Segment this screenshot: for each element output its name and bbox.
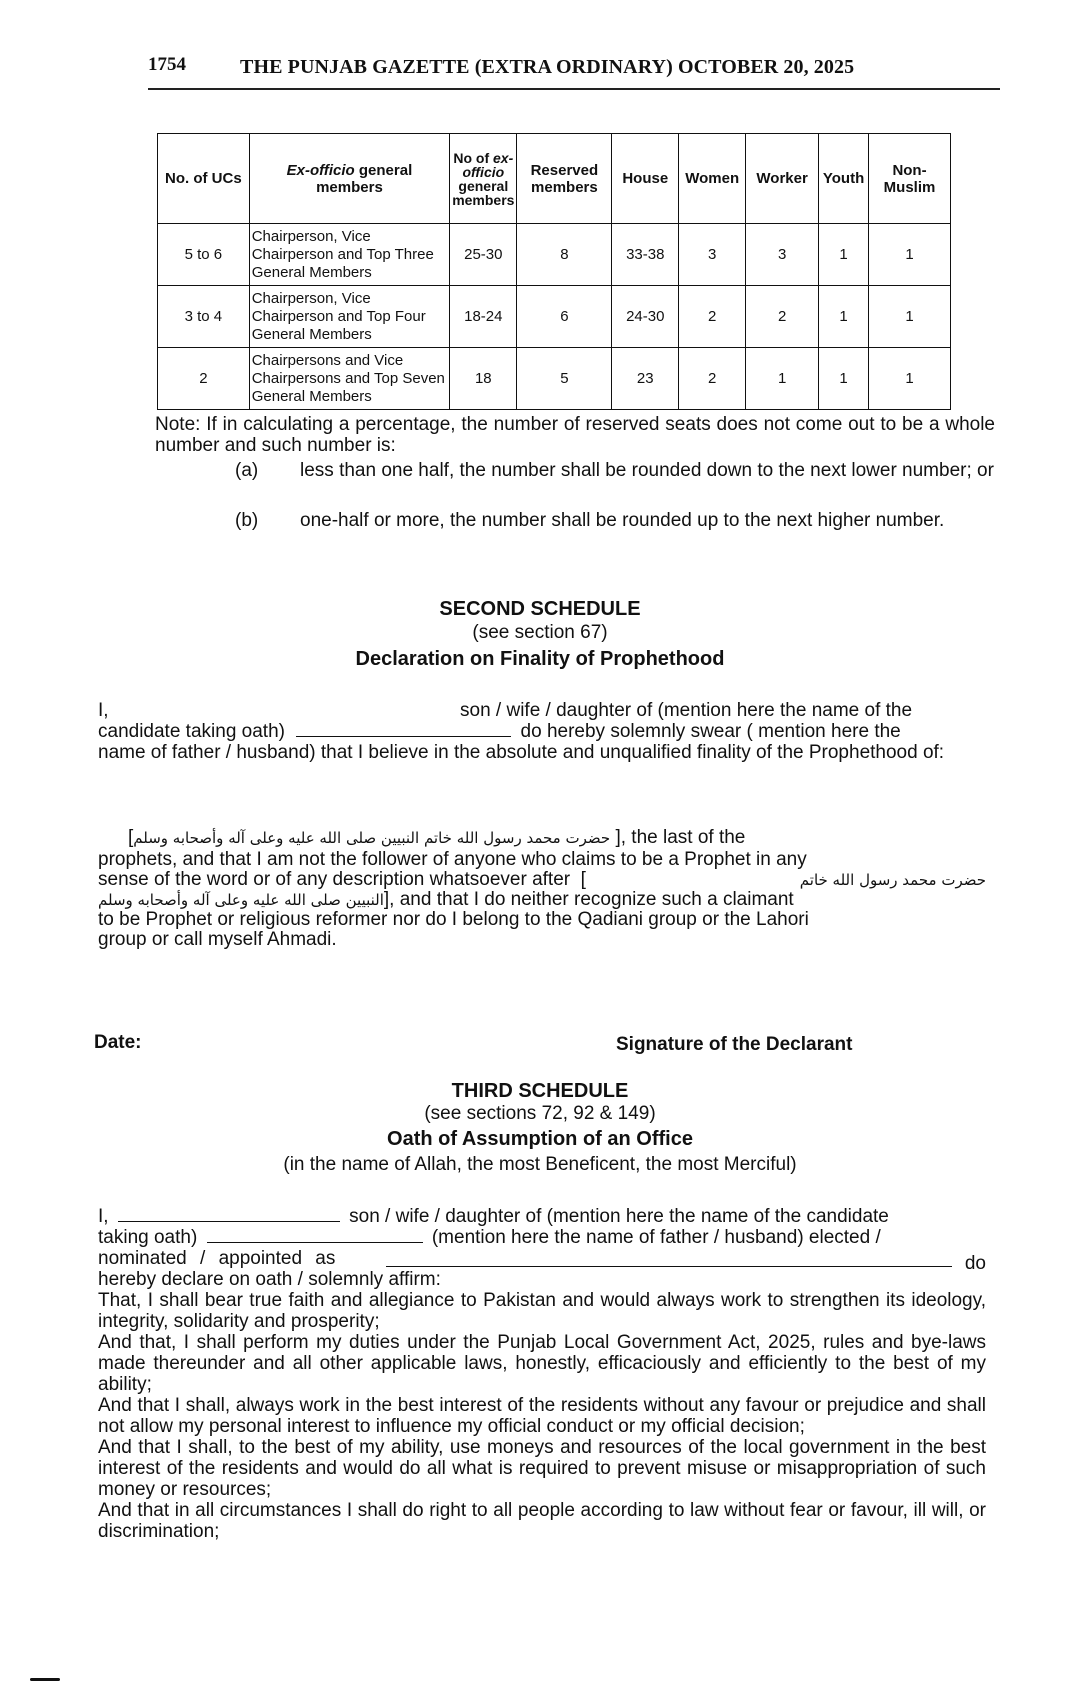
seat-allocation-table xyxy=(157,133,951,410)
finality-text-2: prophets, and that I am not the follower of anyone who claims to be a Prophet in any xyxy=(98,849,807,870)
count-italic: ex-officio xyxy=(462,149,514,180)
oath-clause: And that, I shall perform my duties under the Punjab Local Government Act, 2025, rules and bye-laws made thereunder and all other applicable laws, honestly, efficaciously and efficiently to the best of my ability; xyxy=(98,1332,986,1395)
finality-paragraph xyxy=(98,828,986,950)
table-header-row xyxy=(158,134,951,224)
cell-youth: 1 xyxy=(819,348,869,410)
cell-women: 3 xyxy=(679,224,746,286)
cell-count: 18 xyxy=(450,348,517,410)
cell-nonmuslim: 1 xyxy=(869,286,951,348)
declaration-paragraph xyxy=(98,700,986,763)
count-post: general members xyxy=(452,177,515,208)
cell-nonmuslim: 1 xyxy=(869,224,951,286)
col-header-worker: Worker xyxy=(746,134,819,224)
oath-father-name-blank[interactable] xyxy=(207,1227,423,1243)
second-schedule-title: Declaration on Finality of Prophethood xyxy=(355,648,725,670)
table-row xyxy=(158,224,951,286)
oath-line1-text: son / wife / daughter of (mention here the name of the candidate xyxy=(349,1206,889,1227)
page-number: 1754 xyxy=(148,54,186,75)
third-schedule-title: Oath of Assumption of an Office xyxy=(387,1128,693,1150)
finality-text-1: ], the last of the xyxy=(610,827,746,848)
oath-line3-label: nominated / appointed as xyxy=(98,1248,336,1269)
cell-desc: Chairpersons and Vice Chairpersons and Top Seven General Members xyxy=(249,348,449,410)
cell-youth: 1 xyxy=(819,224,869,286)
note-item-text: one-half or more, the number shall be rounded up to the next higher number. xyxy=(300,510,945,531)
signature-label: Signature of the Declarant xyxy=(616,1034,853,1055)
cell-nonmuslim: 1 xyxy=(869,348,951,410)
oath-line2-label: taking oath) xyxy=(98,1227,198,1248)
exofficio-italic: Ex-officio xyxy=(286,161,355,179)
oath-line3-do: do xyxy=(964,1253,986,1274)
third-schedule-heading: THIRD SCHEDULE xyxy=(451,1080,629,1102)
col-header-exofficio xyxy=(249,134,449,224)
arabic-honorific-part2: النبيين صلى الله عليه وعلى آله وأصحابه وسلم xyxy=(98,891,384,909)
second-schedule-reference: (see section 67) xyxy=(472,622,608,643)
oath-clause: And that I shall, to the best of my ability, use moneys and resources of the local government in the best interest of the residents and would do all what is required to prevent misuse or misappropriation of such money or resources; xyxy=(98,1437,986,1500)
cell-house: 24-30 xyxy=(612,286,679,348)
cell-count: 25-30 xyxy=(450,224,517,286)
date-label: Date: xyxy=(94,1032,142,1053)
finality-text-5: to be Prophet or religious reformer nor do I belong to the Qadiani group or the Lahori xyxy=(98,909,809,930)
third-schedule-subtitle: (in the name of Allah, the most Beneficent, the most Merciful) xyxy=(283,1154,797,1175)
oath-clause: And that I shall, always work in the best interest of the residents without any favour or prejudice and shall not allow my personal interest to influence my official conduct or my official decision; xyxy=(98,1395,986,1437)
declaration-candidate-text: candidate taking oath) xyxy=(98,721,285,742)
oath-paragraph xyxy=(98,1206,986,1542)
col-header-nonmuslim: Non-Muslim xyxy=(869,134,951,224)
cell-women: 2 xyxy=(679,348,746,410)
arabic-honorific-part1: حضرت محمد رسول الله خاتم xyxy=(799,871,986,889)
col-header-count xyxy=(450,134,517,224)
gazette-title: THE PUNJAB GAZETTE (EXTRA ORDINARY) OCTOBER 20, 2025 xyxy=(240,56,855,78)
note-item-label: (a) xyxy=(235,460,259,481)
third-schedule-reference: (see sections 72, 92 & 149) xyxy=(424,1103,656,1124)
second-schedule-heading: SECOND SCHEDULE xyxy=(439,598,641,620)
father-name-blank[interactable] xyxy=(296,721,511,737)
arabic-honorific: حضرت محمد رسول الله خاتم النبيين صلى الله عليه وعلى آله وأصحابه وسلم xyxy=(133,829,611,847)
cell-ucs: 2 xyxy=(158,348,250,410)
candidate-name-blank[interactable] xyxy=(118,1206,340,1222)
scan-mark xyxy=(30,1678,60,1681)
exofficio-rest: general members xyxy=(316,161,413,196)
oath-clause: That, I shall bear true faith and allegiance to Pakistan and would always work to strengthen its ideology, integrity, solidarity and prosperity; xyxy=(98,1290,986,1332)
office-blank[interactable] xyxy=(386,1251,952,1267)
declaration-relation-text: son / wife / daughter of (mention here the name of the xyxy=(460,700,913,721)
finality-text-3: sense of the word or of any description whatsoever after [ xyxy=(98,869,586,890)
cell-worker: 2 xyxy=(746,286,819,348)
cell-women: 2 xyxy=(679,286,746,348)
note-intro: Note: If in calculating a percentage, the number of reserved seats does not come out to be a whole number and such number is: xyxy=(155,414,995,456)
cell-desc: Chairperson, Vice Chairperson and Top Three General Members xyxy=(249,224,449,286)
rounding-note xyxy=(155,414,995,531)
cell-youth: 1 xyxy=(819,286,869,348)
gazette-header xyxy=(148,50,1000,90)
table-row xyxy=(158,348,951,410)
cell-house: 33-38 xyxy=(612,224,679,286)
cell-count: 18-24 xyxy=(450,286,517,348)
note-item-text: less than one half, the number shall be rounded down to the next lower number; or xyxy=(300,460,994,481)
note-item-label: (b) xyxy=(235,510,259,531)
col-header-women: Women xyxy=(679,134,746,224)
oath-line2-text: (mention here the name of father / husband) elected / xyxy=(431,1227,881,1248)
finality-text-4: ], and that I do neither recognize such a claimant xyxy=(383,889,794,910)
cell-reserved: 6 xyxy=(517,286,612,348)
cell-worker: 3 xyxy=(746,224,819,286)
oath-line4: hereby declare on oath / solemnly affirm: xyxy=(98,1269,441,1290)
cell-reserved: 5 xyxy=(517,348,612,410)
count-pre: No of xyxy=(453,149,494,166)
col-header-youth: Youth xyxy=(819,134,869,224)
cell-worker: 1 xyxy=(746,348,819,410)
finality-text-6: group or call myself Ahmadi. xyxy=(98,929,337,950)
cell-reserved: 8 xyxy=(517,224,612,286)
cell-ucs: 3 to 4 xyxy=(158,286,250,348)
cell-house: 23 xyxy=(612,348,679,410)
declaration-body: name of father / husband) that I believe in the absolute and unqualified finality of the Prophethood of: xyxy=(98,742,945,763)
cell-ucs: 5 to 6 xyxy=(158,224,250,286)
declaration-swear-text: do hereby solemnly swear ( mention here the xyxy=(520,721,901,742)
cell-desc: Chairperson, Vice Chairperson and Top Four General Members xyxy=(249,286,449,348)
declaration-i: I, xyxy=(98,700,109,721)
col-header-reserved: Reserved members xyxy=(517,134,612,224)
oath-clause: And that in all circumstances I shall do right to all people according to law without fear or favour, ill will, or discrimination; xyxy=(98,1500,986,1542)
table-row xyxy=(158,286,951,348)
col-header-house: House xyxy=(612,134,679,224)
col-header-ucs: No. of UCs xyxy=(158,134,250,224)
oath-i: I, xyxy=(98,1206,109,1227)
arabic-open-bracket: [ xyxy=(128,827,134,848)
